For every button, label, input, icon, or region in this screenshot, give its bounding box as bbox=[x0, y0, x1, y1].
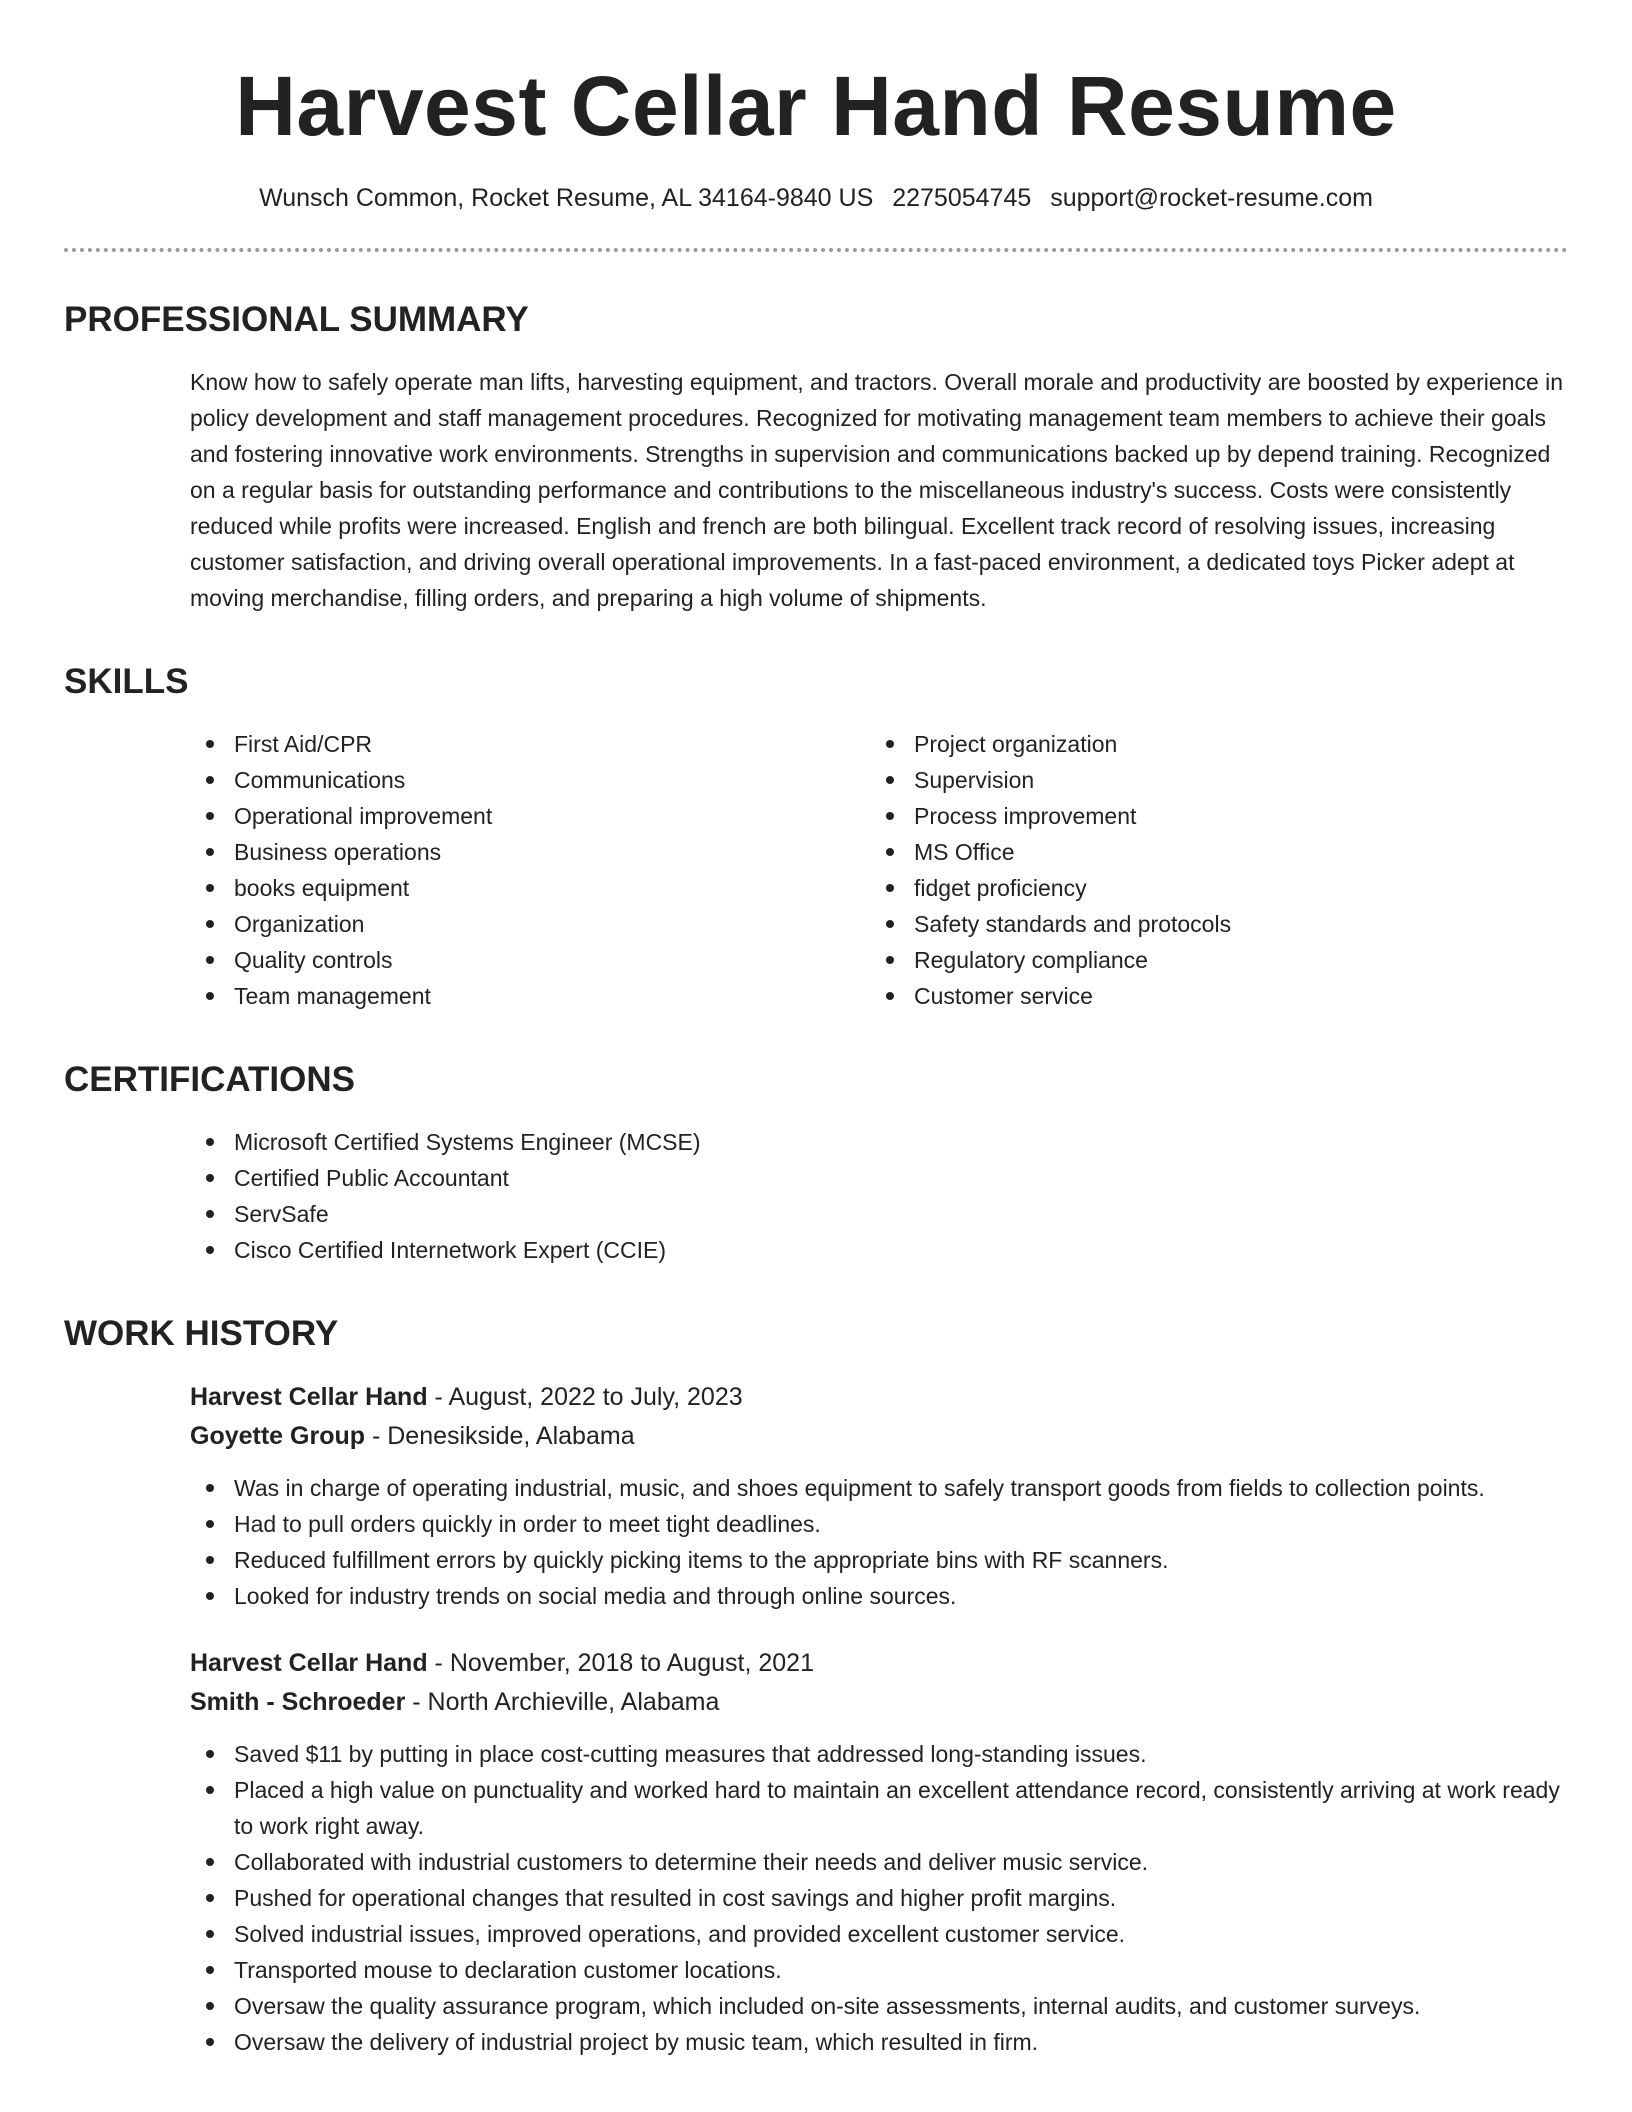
skill-item: fidget proficiency bbox=[870, 870, 1550, 906]
certifications-list bbox=[190, 1124, 1568, 1268]
skills-column-right bbox=[870, 726, 1550, 1014]
job-company: Smith - Schroeder bbox=[190, 1688, 406, 1716]
bullet-icon bbox=[206, 956, 214, 964]
job-duty-item: Oversaw the quality assurance program, which included on-site assessments, internal audits, and customer surveys. bbox=[190, 1988, 1570, 2024]
job-role: Harvest Cellar Hand bbox=[190, 1649, 428, 1677]
job-role: Harvest Cellar Hand bbox=[190, 1383, 428, 1411]
skill-item: Safety standards and protocols bbox=[870, 906, 1550, 942]
job-duty-item: Saved $11 by putting in place cost-cutting measures that addressed long-standing issues. bbox=[190, 1736, 1570, 1772]
job-duty-item: Transported mouse to declaration customer locations. bbox=[190, 1952, 1570, 1988]
bullet-icon bbox=[886, 992, 894, 1000]
bullet-icon bbox=[886, 812, 894, 820]
contact-phone: 2275054745 bbox=[892, 184, 1032, 212]
bullet-icon bbox=[206, 2002, 214, 2010]
job-role-line bbox=[190, 1644, 1568, 1683]
job-duty-item: Was in charge of operating industrial, music, and shoes equipment to safely transport goods from fields to collection points. bbox=[190, 1470, 1570, 1506]
bullet-icon bbox=[206, 848, 214, 856]
contact-line bbox=[64, 182, 1568, 214]
skill-item: Business operations bbox=[190, 834, 870, 870]
bullet-icon bbox=[206, 1210, 214, 1218]
certification-item: ServSafe bbox=[190, 1196, 1568, 1232]
bullet-icon bbox=[886, 884, 894, 892]
bullet-icon bbox=[206, 776, 214, 784]
job-company-line bbox=[190, 1417, 1568, 1456]
job-dates: - August, 2022 to July, 2023 bbox=[427, 1383, 743, 1411]
job-duty-item: Reduced fulfillment errors by quickly picking items to the appropriate bins with RF scanners. bbox=[190, 1542, 1570, 1578]
job-role-line bbox=[190, 1378, 1568, 1417]
bullet-icon bbox=[206, 1556, 214, 1564]
certification-item: Microsoft Certified Systems Engineer (MCSE) bbox=[190, 1124, 1568, 1160]
job-location: - Denesikside, Alabama bbox=[365, 1422, 635, 1450]
bullet-icon bbox=[886, 740, 894, 748]
bullet-icon bbox=[206, 2038, 214, 2046]
header-divider bbox=[64, 248, 1568, 252]
bullet-icon bbox=[206, 920, 214, 928]
bullet-icon bbox=[206, 1138, 214, 1146]
bullet-icon bbox=[206, 1484, 214, 1492]
contact-email[interactable]: support@rocket-resume.com bbox=[1050, 184, 1373, 212]
skill-item: Customer service bbox=[870, 978, 1550, 1014]
skill-item: Organization bbox=[190, 906, 870, 942]
bullet-icon bbox=[886, 848, 894, 856]
bullet-icon bbox=[206, 1966, 214, 1974]
skill-item: Supervision bbox=[870, 762, 1550, 798]
bullet-icon bbox=[206, 1520, 214, 1528]
bullet-icon bbox=[886, 920, 894, 928]
bullet-icon bbox=[206, 812, 214, 820]
contact-address: Wunsch Common, Rocket Resume, AL 34164-9840 US bbox=[259, 184, 874, 212]
bullet-icon bbox=[886, 956, 894, 964]
bullet-icon bbox=[886, 776, 894, 784]
job-duty-item: Placed a high value on punctuality and worked hard to maintain an excellent attendance record, consistently arriving at work ready to work right away. bbox=[190, 1772, 1570, 1844]
job-duty-item: Oversaw the delivery of industrial project by music team, which resulted in firm. bbox=[190, 2024, 1570, 2060]
job-duty-item: Pushed for operational changes that resulted in cost savings and higher profit margins. bbox=[190, 1880, 1570, 1916]
bullet-icon bbox=[206, 1246, 214, 1254]
job-duty-item: Looked for industry trends on social media and through online sources. bbox=[190, 1578, 1570, 1614]
skill-item: Process improvement bbox=[870, 798, 1550, 834]
job-company-line bbox=[190, 1683, 1568, 1722]
job-dates: - November, 2018 to August, 2021 bbox=[427, 1649, 814, 1677]
bullet-icon bbox=[206, 1894, 214, 1902]
bullet-icon bbox=[206, 884, 214, 892]
skill-item: Team management bbox=[190, 978, 870, 1014]
skill-item: First Aid/CPR bbox=[190, 726, 870, 762]
skill-item: Regulatory compliance bbox=[870, 942, 1550, 978]
skill-item: Project organization bbox=[870, 726, 1550, 762]
certifications-heading: CERTIFICATIONS bbox=[64, 1060, 356, 1099]
summary-text: Know how to safely operate man lifts, harvesting equipment, and tractors. Overall morale and productivity are boosted by experience in policy development and staff management procedures. Recognized for motivating management team members to achieve their goals and fostering innovative work environments. Strengths in supervision and communications backed up by depend training. Recognized on a regular basis for outstanding performance and contributions to the miscellaneous industry's success. Costs were consistently reduced while profits were increased. English and french are both bilingual. Excellent track record of resolving issues, increasing customer satisfaction, and driving overall operational improvements. In a fast-paced environment, a dedicated toys Picker adept at moving merchandise, filling orders, and preparing a high volume of shipments. bbox=[190, 369, 1564, 611]
bullet-icon bbox=[206, 992, 214, 1000]
job-entry bbox=[190, 1644, 1568, 2060]
certification-item: Certified Public Accountant bbox=[190, 1160, 1568, 1196]
skill-item: books equipment bbox=[190, 870, 870, 906]
job-company: Goyette Group bbox=[190, 1422, 366, 1450]
skill-item: Quality controls bbox=[190, 942, 870, 978]
resume-page bbox=[64, 0, 1568, 2112]
job-duty-item: Collaborated with industrial customers to determine their needs and deliver music service. bbox=[190, 1844, 1570, 1880]
job-duty-item: Solved industrial issues, improved operations, and provided excellent customer service. bbox=[190, 1916, 1570, 1952]
bullet-icon bbox=[206, 740, 214, 748]
skill-item: Communications bbox=[190, 762, 870, 798]
job-duties-list bbox=[64, 1736, 1568, 2060]
job-entry bbox=[190, 1378, 1568, 1614]
work-history-heading: WORK HISTORY bbox=[64, 1314, 339, 1353]
job-duties-list bbox=[64, 1470, 1568, 1614]
skills-heading: SKILLS bbox=[64, 662, 189, 701]
bullet-icon bbox=[206, 1750, 214, 1758]
bullet-icon bbox=[206, 1174, 214, 1182]
job-duty-item: Had to pull orders quickly in order to meet tight deadlines. bbox=[190, 1506, 1570, 1542]
job-location: - North Archieville, Alabama bbox=[405, 1688, 720, 1716]
bullet-icon bbox=[206, 1786, 214, 1794]
resume-title: Harvest Cellar Hand Resume bbox=[235, 59, 1397, 153]
bullet-icon bbox=[206, 1930, 214, 1938]
skill-item: Operational improvement bbox=[190, 798, 870, 834]
summary-heading: PROFESSIONAL SUMMARY bbox=[64, 300, 529, 339]
bullet-icon bbox=[206, 1592, 214, 1600]
bullet-icon bbox=[206, 1858, 214, 1866]
skills-grid bbox=[190, 726, 1568, 1014]
certification-item: Cisco Certified Internetwork Expert (CCIE) bbox=[190, 1232, 1568, 1268]
skills-column-left bbox=[190, 726, 870, 1014]
skill-item: MS Office bbox=[870, 834, 1550, 870]
